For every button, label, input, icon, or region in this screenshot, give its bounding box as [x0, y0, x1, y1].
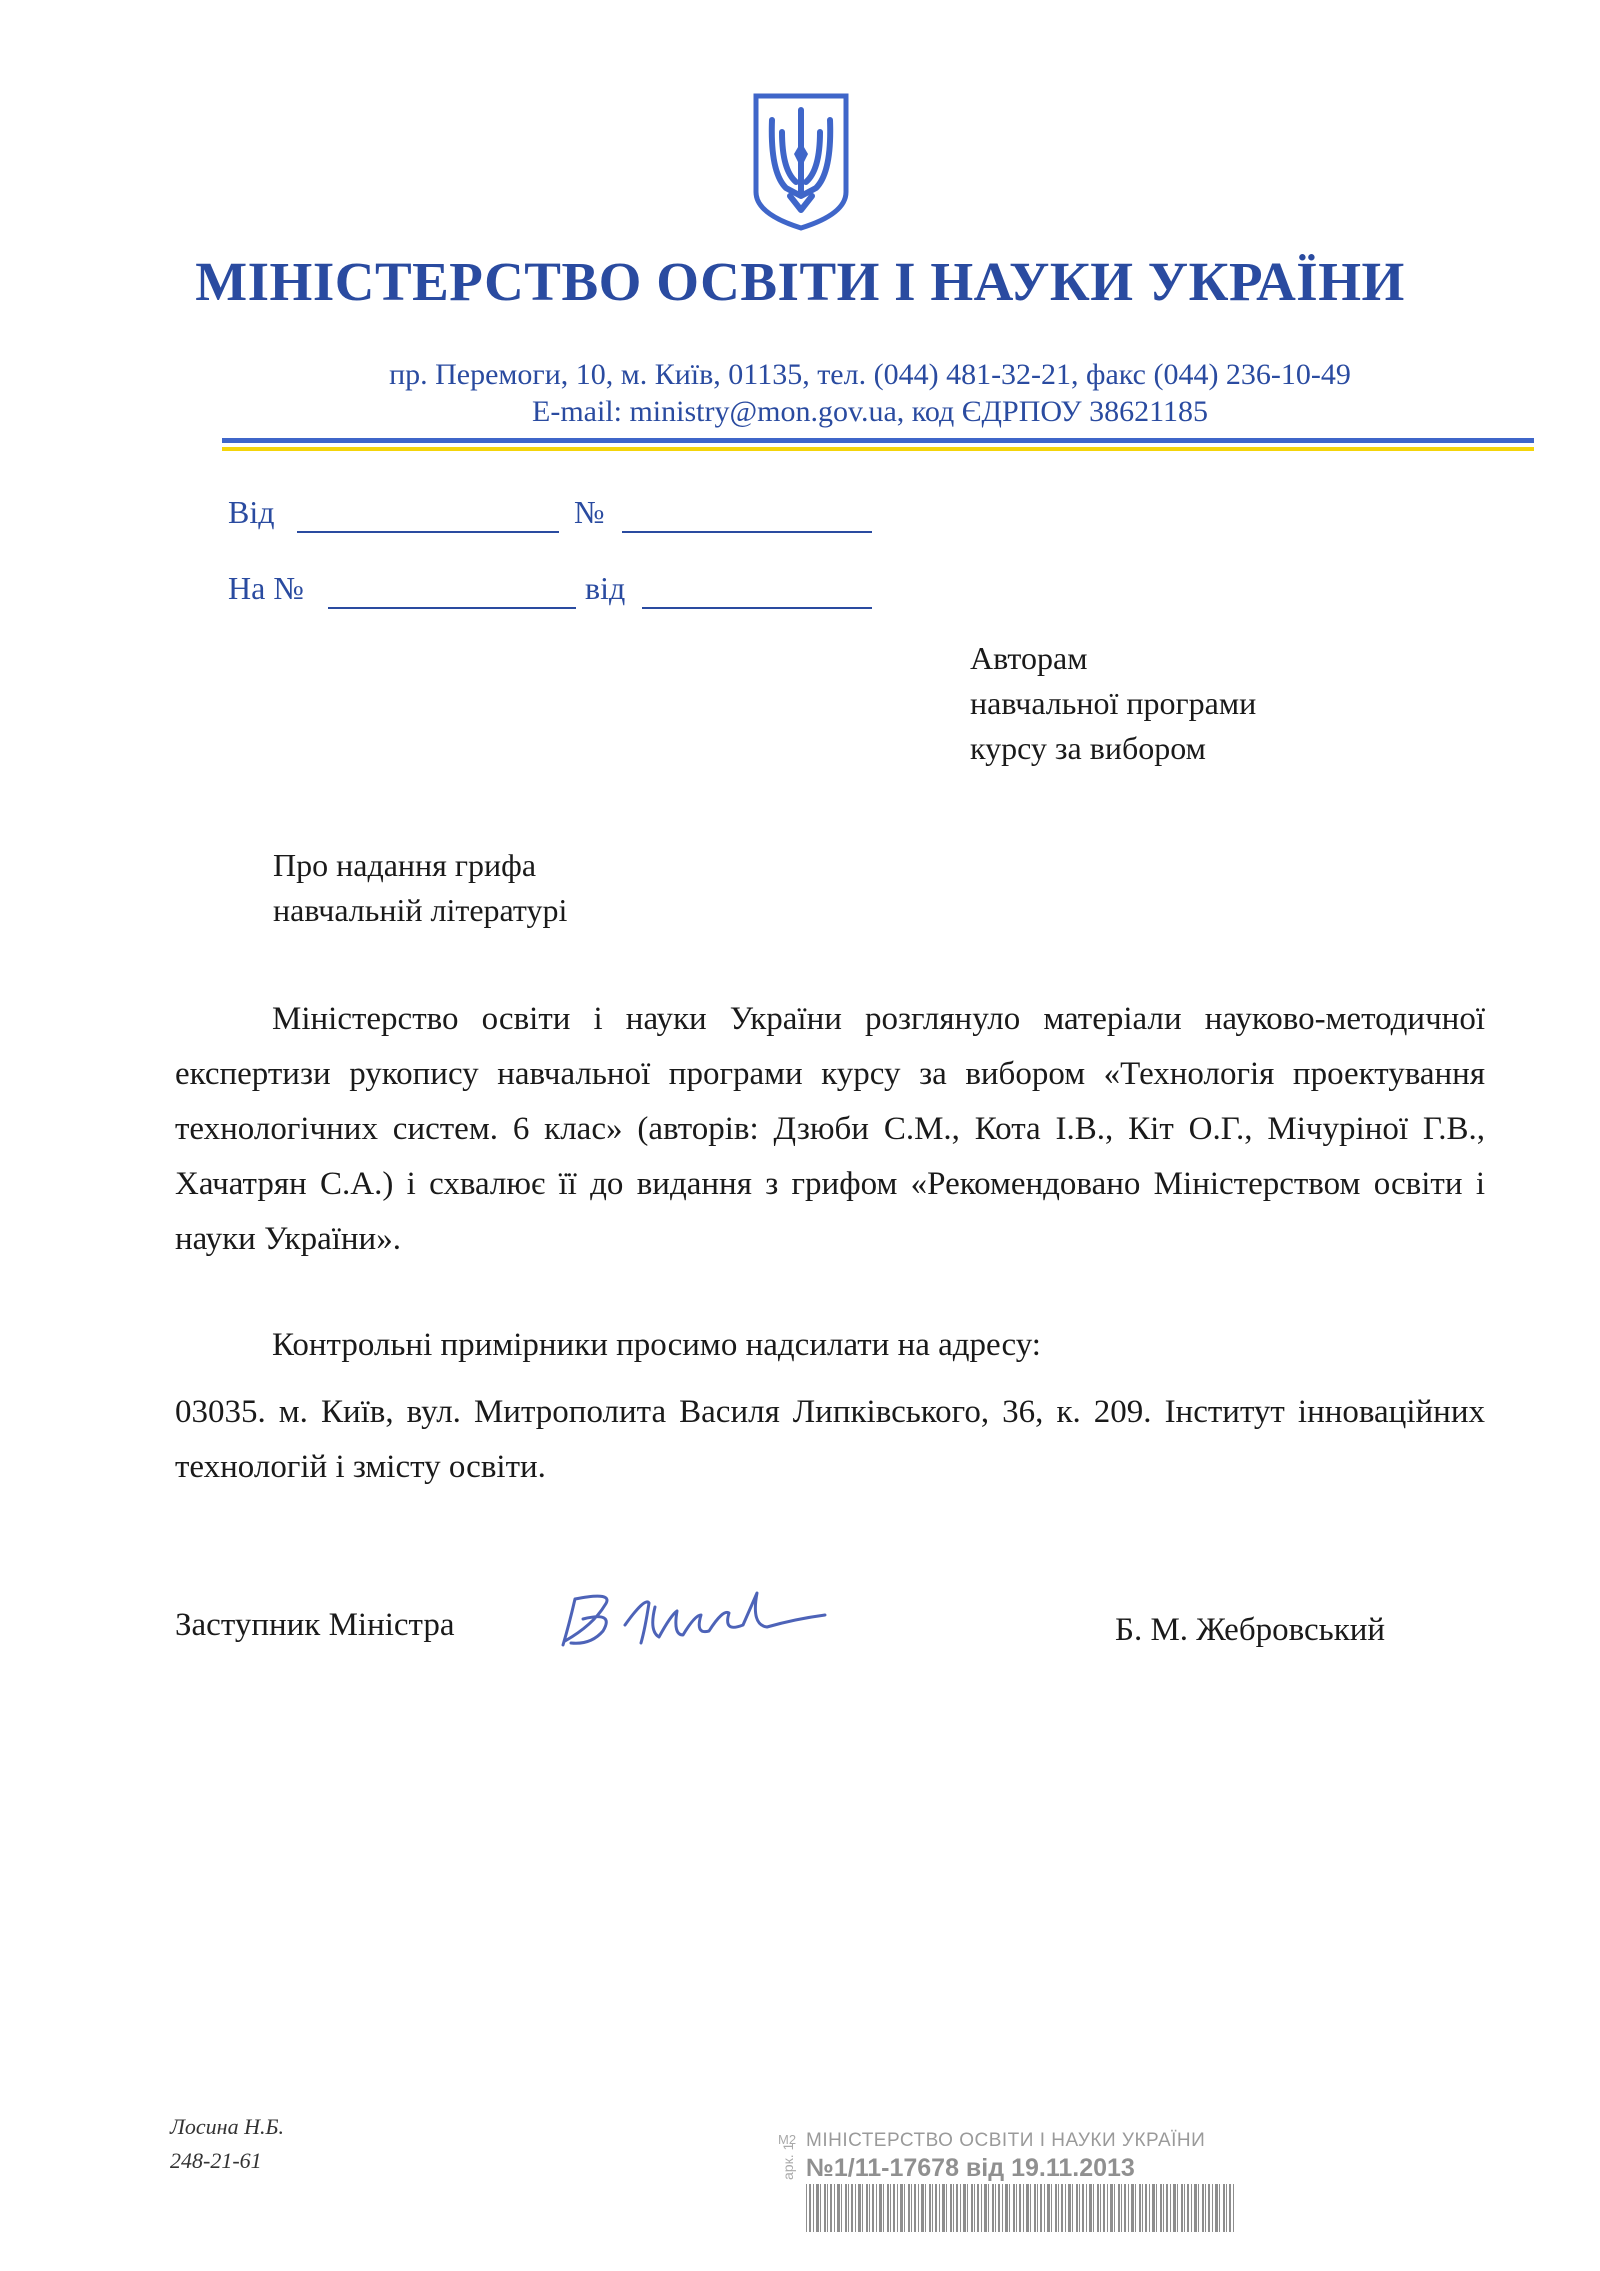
barcode-bar — [858, 2184, 861, 2232]
subject-line: Про надання грифа — [273, 847, 537, 883]
barcode-bar — [1149, 2184, 1150, 2232]
barcode-bar — [1013, 2184, 1015, 2232]
barcode-bar — [914, 2184, 916, 2232]
body-paragraph: Міністерство освіти і науки України розглянуло матеріали науково-методичної експертизи рукопису навчальної програми курсу за вибором «Технологія проектування технологічних систем. 6 клас» (авторів: Дзюби С.М., Кота І.В., Кіт О.Г., Мічуріної Г.В., Хачатрян С.А.) і схвалює її до видання з грифом «Рекомендовано Міністерством освіти і науки України». — [175, 1001, 1485, 1257]
barcode-bar — [1055, 2184, 1057, 2232]
barcode-bar — [879, 2184, 882, 2232]
barcode-bar — [1065, 2184, 1066, 2232]
barcode-bar — [1184, 2184, 1185, 2232]
barcode-bar — [1097, 2184, 1099, 2232]
barcode-bar — [1009, 2184, 1010, 2232]
barcode-bar — [1093, 2184, 1094, 2232]
barcode-bar — [1142, 2184, 1143, 2232]
barcode-bar — [1072, 2184, 1073, 2232]
barcode-bar — [1135, 2184, 1136, 2232]
registration-stamp — [778, 2120, 1310, 2240]
barcode-bar — [1160, 2184, 1162, 2232]
barcode-bar — [1030, 2184, 1031, 2232]
barcode-bar — [1229, 2184, 1231, 2232]
recipient-line: курсу за вибором — [970, 730, 1206, 766]
barcode-bar — [1107, 2184, 1108, 2232]
barcode-bar — [837, 2184, 840, 2232]
barcode-bar — [925, 2184, 926, 2232]
barcode-bar — [1215, 2184, 1218, 2232]
barcode-bar — [1194, 2184, 1197, 2232]
barcode-bar — [908, 2184, 910, 2232]
barcode-bar — [1023, 2184, 1024, 2232]
recipient-line: навчальної програми — [970, 685, 1257, 721]
barcode-bar — [1118, 2184, 1120, 2232]
barcode-bar — [1139, 2184, 1141, 2232]
barcode-bar — [834, 2184, 835, 2232]
barcode-bar — [1051, 2184, 1052, 2232]
barcode-bar — [932, 2184, 933, 2232]
barcode-bar — [1040, 2184, 1042, 2232]
signatory-title: Заступник Міністра — [175, 1607, 455, 1643]
recipient-block — [970, 636, 1256, 771]
barcode-bar — [953, 2184, 954, 2232]
executor-block — [170, 2110, 284, 2178]
barcode-bar — [848, 2184, 849, 2232]
barcode-bar — [893, 2184, 895, 2232]
barcode-bar — [883, 2184, 884, 2232]
barcode-bar — [1177, 2184, 1178, 2232]
subject-block — [273, 843, 567, 933]
barcode-bar — [1191, 2184, 1192, 2232]
barcode-bar — [816, 2184, 819, 2232]
barcode-bar — [1223, 2184, 1225, 2232]
barcode-bar — [851, 2184, 853, 2232]
barcode-bar — [897, 2184, 898, 2232]
barcode-bar — [887, 2184, 889, 2232]
barcode-bar — [1166, 2184, 1168, 2232]
barcode-bar — [1100, 2184, 1101, 2232]
barcode-bar — [866, 2184, 868, 2232]
barcode-bar — [974, 2184, 975, 2232]
barcode-bar — [1226, 2184, 1227, 2232]
barcode-bar — [921, 2184, 924, 2232]
barcode-bar — [1005, 2184, 1008, 2232]
stamp-number: №1/11-17678 від 19.11.2013 — [806, 2154, 1135, 2182]
barcode-bar — [918, 2184, 919, 2232]
barcode-bar — [1079, 2184, 1080, 2232]
subject-line: навчальній літературі — [273, 892, 568, 928]
barcode-bar — [1044, 2184, 1045, 2232]
barcode-bar — [1019, 2184, 1021, 2232]
barcode-bar — [1058, 2184, 1059, 2232]
barcode-bar — [956, 2184, 958, 2232]
barcode-bar — [967, 2184, 968, 2232]
barcode-bar — [1124, 2184, 1126, 2232]
barcode-bar — [1208, 2184, 1210, 2232]
barcode-bar — [1233, 2184, 1234, 2232]
barcode-bar — [1121, 2184, 1122, 2232]
barcode-bar — [1205, 2184, 1206, 2232]
barcode-bar — [1128, 2184, 1129, 2232]
ministry-title: МІНІСТЕРСТВО ОСВІТИ І НАУКИ УКРАЇНИ — [195, 251, 1405, 312]
barcode-bar — [1219, 2184, 1220, 2232]
barcode-bar — [995, 2184, 996, 2232]
barcode-bar — [1156, 2184, 1157, 2232]
body-paragraph: 03035. м. Київ, вул. Митрополита Василя Липківського, 36, к. 209. Інститут інноваційних технологій і змісту освіти. — [175, 1394, 1485, 1485]
barcode-bar — [809, 2184, 811, 2232]
number-line — [622, 531, 872, 533]
barcode-bar — [1103, 2184, 1105, 2232]
barcode-bar — [806, 2184, 807, 2232]
barcode-bar — [1145, 2184, 1147, 2232]
barcode-bar — [1068, 2184, 1071, 2232]
barcode-bar — [946, 2184, 947, 2232]
barcode-bar — [984, 2184, 987, 2232]
barcode-bar — [841, 2184, 842, 2232]
barcode-bar — [1037, 2184, 1038, 2232]
barcode-bar — [1089, 2184, 1092, 2232]
barcode-bar — [830, 2184, 832, 2232]
body-paragraph: Контрольні примірники просимо надсилати на адресу: — [272, 1327, 1041, 1363]
barcode-bar — [963, 2184, 966, 2232]
barcode-bar — [890, 2184, 891, 2232]
barcode-bar — [1002, 2184, 1003, 2232]
barcode-bar — [942, 2184, 945, 2232]
barcode-bar — [960, 2184, 961, 2232]
barcode-bar — [824, 2184, 826, 2232]
barcode-bar — [872, 2184, 874, 2232]
header-rule-blue — [222, 438, 1534, 443]
coat-of-arms-icon — [752, 92, 850, 232]
barcode-bar — [1034, 2184, 1036, 2232]
barcode-bar — [1173, 2184, 1176, 2232]
barcode-bar — [1016, 2184, 1017, 2232]
from-date-line — [297, 531, 559, 533]
barcode-bar — [1114, 2184, 1115, 2232]
handwritten-signature — [545, 1585, 835, 1655]
stamp-title: МІНІСТЕРСТВО ОСВІТИ І НАУКИ УКРАЇНИ — [806, 2130, 1206, 2151]
barcode-bar — [911, 2184, 912, 2232]
barcode-bar — [1187, 2184, 1189, 2232]
signatory-name: Б. М. Жебровський — [1115, 1612, 1386, 1648]
barcode-bar — [1202, 2184, 1204, 2232]
contact-line: E-mail: ministry@mon.gov.ua, код ЄДРПОУ 38621185 — [532, 395, 1208, 428]
stamp-sheet-label: арк. 1 — [780, 2142, 796, 2180]
header-rule-yellow — [222, 447, 1534, 451]
barcode-bar — [1163, 2184, 1164, 2232]
barcode — [806, 2184, 1236, 2232]
executor-phone: 248-21-61 — [170, 2148, 262, 2173]
barcode-bar — [939, 2184, 940, 2232]
barcode-bar — [1181, 2184, 1183, 2232]
barcode-bar — [1061, 2184, 1063, 2232]
barcode-bar — [992, 2184, 994, 2232]
stamp-prefix: М2 — [778, 2132, 797, 2147]
barcode-bar — [998, 2184, 1000, 2232]
barcode-bar — [1076, 2184, 1078, 2232]
barcode-bar — [1110, 2184, 1113, 2232]
number-label: № — [574, 494, 605, 530]
barcode-bar — [1026, 2184, 1029, 2232]
barcode-bar — [988, 2184, 989, 2232]
barcode-bar — [1082, 2184, 1084, 2232]
from-label: Від — [228, 494, 275, 530]
barcode-bar — [904, 2184, 905, 2232]
barcode-bar — [869, 2184, 870, 2232]
barcode-bar — [1152, 2184, 1155, 2232]
barcode-bar — [827, 2184, 828, 2232]
barcode-bar — [876, 2184, 877, 2232]
barcode-bar — [900, 2184, 903, 2232]
barcode-bar — [845, 2184, 847, 2232]
barcode-bar — [820, 2184, 821, 2232]
barcode-bar — [950, 2184, 952, 2232]
barcode-bar — [1198, 2184, 1199, 2232]
barcode-bar — [977, 2184, 979, 2232]
barcode-bar — [1086, 2184, 1087, 2232]
barcode-bar — [855, 2184, 856, 2232]
reference-date-line — [642, 607, 872, 609]
address-line: пр. Перемоги, 10, м. Київ, 01135, тел. (044) 481-32-21, факс (044) 236-10-49 — [389, 358, 1351, 391]
barcode-bar — [935, 2184, 937, 2232]
barcode-bar — [1170, 2184, 1171, 2232]
barcode-bar — [971, 2184, 973, 2232]
reference-number-line — [328, 607, 576, 609]
barcode-bar — [981, 2184, 982, 2232]
reference-date-label: від — [585, 570, 626, 606]
barcode-bar — [1212, 2184, 1213, 2232]
barcode-bar — [862, 2184, 863, 2232]
barcode-bar — [929, 2184, 931, 2232]
executor-name: Лосина Н.Б. — [170, 2114, 284, 2139]
barcode-bar — [1131, 2184, 1134, 2232]
reference-number-label: На № — [228, 570, 304, 606]
recipient-line: Авторам — [970, 640, 1088, 676]
barcode-bar — [813, 2184, 814, 2232]
barcode-bar — [1047, 2184, 1050, 2232]
